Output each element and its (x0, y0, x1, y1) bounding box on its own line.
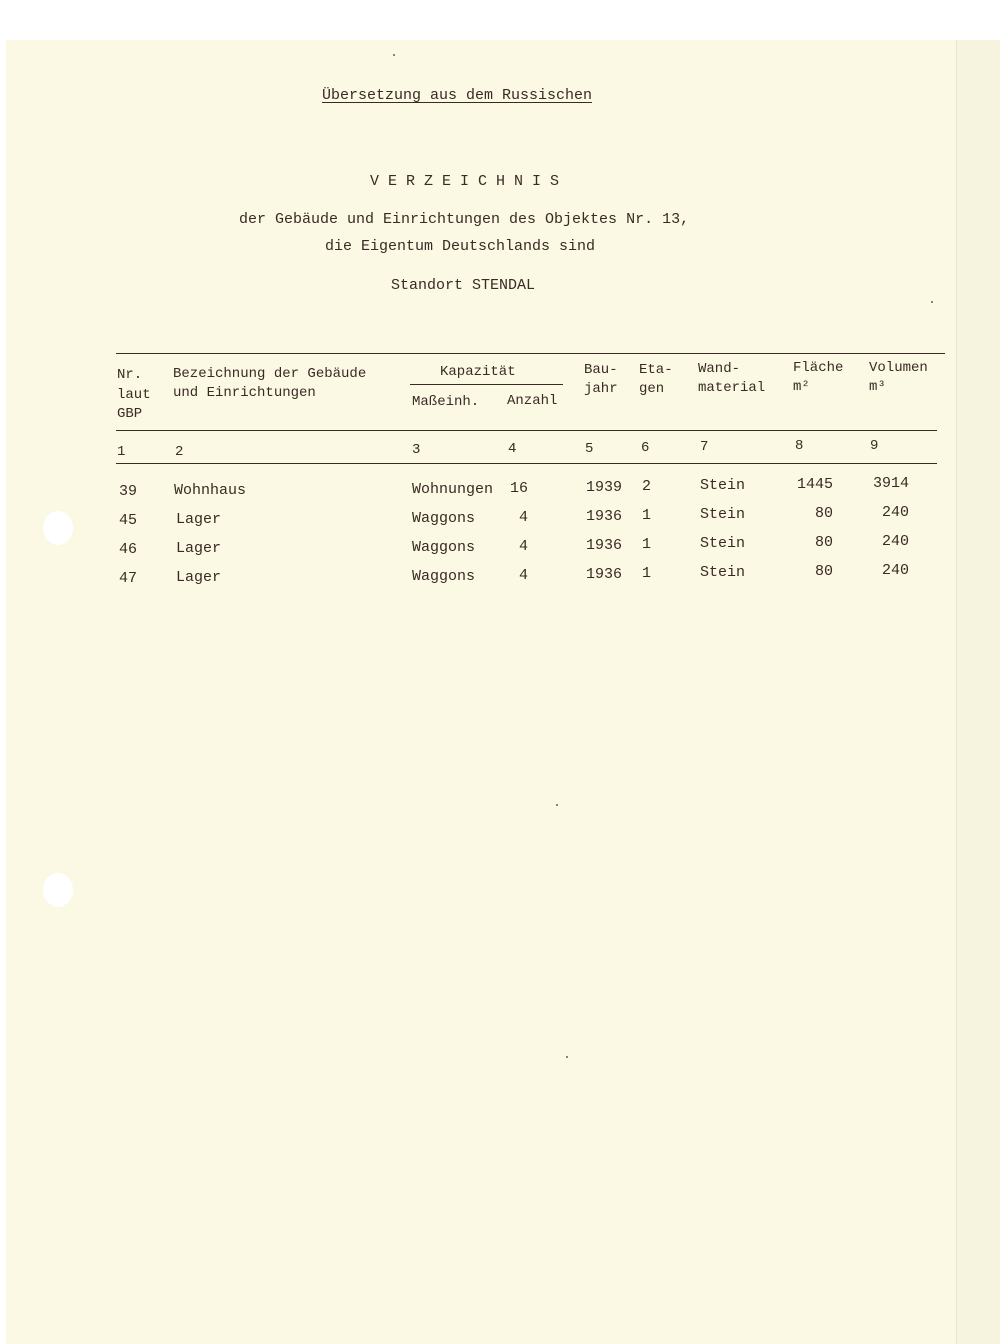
header-nr-line-2: laut (117, 387, 151, 403)
cell-name: Lager (176, 511, 222, 528)
header-year-line-1: Bau- (584, 362, 618, 378)
column-number: 2 (175, 444, 184, 460)
header-count: Anzahl (507, 393, 558, 409)
header-volume-line-1: Volumen (869, 360, 928, 376)
cell-year: 1936 (586, 566, 623, 583)
translation-note: Übersetzung aus dem Russischen (322, 87, 593, 104)
cell-nr: 47 (119, 570, 138, 587)
header-floors-line-1: Eta- (639, 362, 673, 378)
cell-count: 4 (518, 509, 528, 526)
header-name-line-1: Bezeichnung der Gebäude (173, 366, 367, 382)
header-wall-line-1: Wand- (698, 361, 741, 377)
cell-floors: 1 (642, 536, 652, 553)
punch-hole-upper (43, 511, 73, 545)
header-area-line-2: m² (793, 379, 810, 395)
header-volume-line-2: m³ (869, 379, 886, 395)
cell-floors: 1 (642, 507, 652, 524)
header-year-line-2: jahr (584, 381, 618, 397)
header-name-line-2: und Einrichtungen (173, 385, 316, 401)
header-capacity: Kapazität (440, 364, 516, 380)
header-unit: Maßeinh. (412, 394, 480, 410)
cell-area: 80 (814, 505, 833, 522)
cell-wall: Stein (700, 477, 746, 494)
cell-count: 16 (509, 480, 528, 497)
cell-volume: 240 (881, 504, 909, 521)
cell-area: 1445 (796, 476, 833, 493)
paper-speck (556, 804, 558, 806)
cell-year: 1939 (586, 479, 623, 496)
column-number: 1 (117, 444, 126, 460)
header-area-line-1: Fläche (793, 360, 844, 376)
cell-floors: 2 (642, 478, 652, 495)
capacity-subrule (410, 384, 563, 385)
adjacent-sheet-edge (956, 40, 1000, 1344)
punch-hole-lower (43, 873, 73, 907)
document-page (6, 40, 956, 1344)
cell-volume: 240 (881, 533, 909, 550)
cell-volume: 3914 (872, 475, 909, 492)
column-number: 5 (585, 441, 594, 457)
table-top-rule (116, 353, 945, 354)
column-number: 8 (795, 438, 804, 454)
header-wall-line-2: material (698, 380, 766, 396)
header-bottom-rule (116, 430, 937, 431)
paper-speck (931, 301, 933, 303)
cell-volume: 240 (881, 562, 909, 579)
cell-count: 4 (518, 538, 528, 555)
location-line: Standort STENDAL (391, 277, 536, 294)
cell-unit: Waggons (412, 539, 476, 556)
header-nr-line-1: Nr. (117, 367, 143, 383)
cell-area: 80 (814, 563, 833, 580)
column-number: 4 (508, 441, 517, 457)
cell-nr: 39 (119, 483, 138, 500)
cell-nr: 46 (119, 541, 138, 558)
cell-name: Wohnhaus (174, 482, 247, 499)
column-number: 6 (641, 440, 650, 456)
cell-unit: Waggons (412, 568, 476, 585)
cell-wall: Stein (700, 506, 746, 523)
cell-nr: 45 (119, 512, 138, 529)
column-number-rule (116, 463, 937, 464)
subtitle-line-2: die Eigentum Deutschlands sind (325, 238, 596, 255)
subtitle-line-1: der Gebäude und Einrichtungen des Objektes Nr. 13, (239, 211, 690, 228)
header-floors-line-2: gen (639, 381, 665, 397)
column-number: 9 (870, 438, 879, 454)
document-heading: VERZEICHNIS (370, 173, 569, 190)
cell-wall: Stein (700, 535, 746, 552)
column-number: 3 (412, 442, 421, 458)
cell-name: Lager (176, 569, 222, 586)
cell-name: Lager (176, 540, 222, 557)
cell-floors: 1 (642, 565, 652, 582)
cell-wall: Stein (700, 564, 746, 581)
header-nr-line-3: GBP (117, 406, 143, 422)
cell-year: 1936 (586, 508, 623, 525)
cell-unit: Wohnungen (412, 481, 494, 498)
cell-year: 1936 (586, 537, 623, 554)
paper-speck (393, 54, 395, 56)
column-number: 7 (700, 439, 709, 455)
cell-unit: Waggons (412, 510, 476, 527)
paper-speck (566, 1056, 568, 1058)
cell-count: 4 (518, 567, 528, 584)
cell-area: 80 (814, 534, 833, 551)
